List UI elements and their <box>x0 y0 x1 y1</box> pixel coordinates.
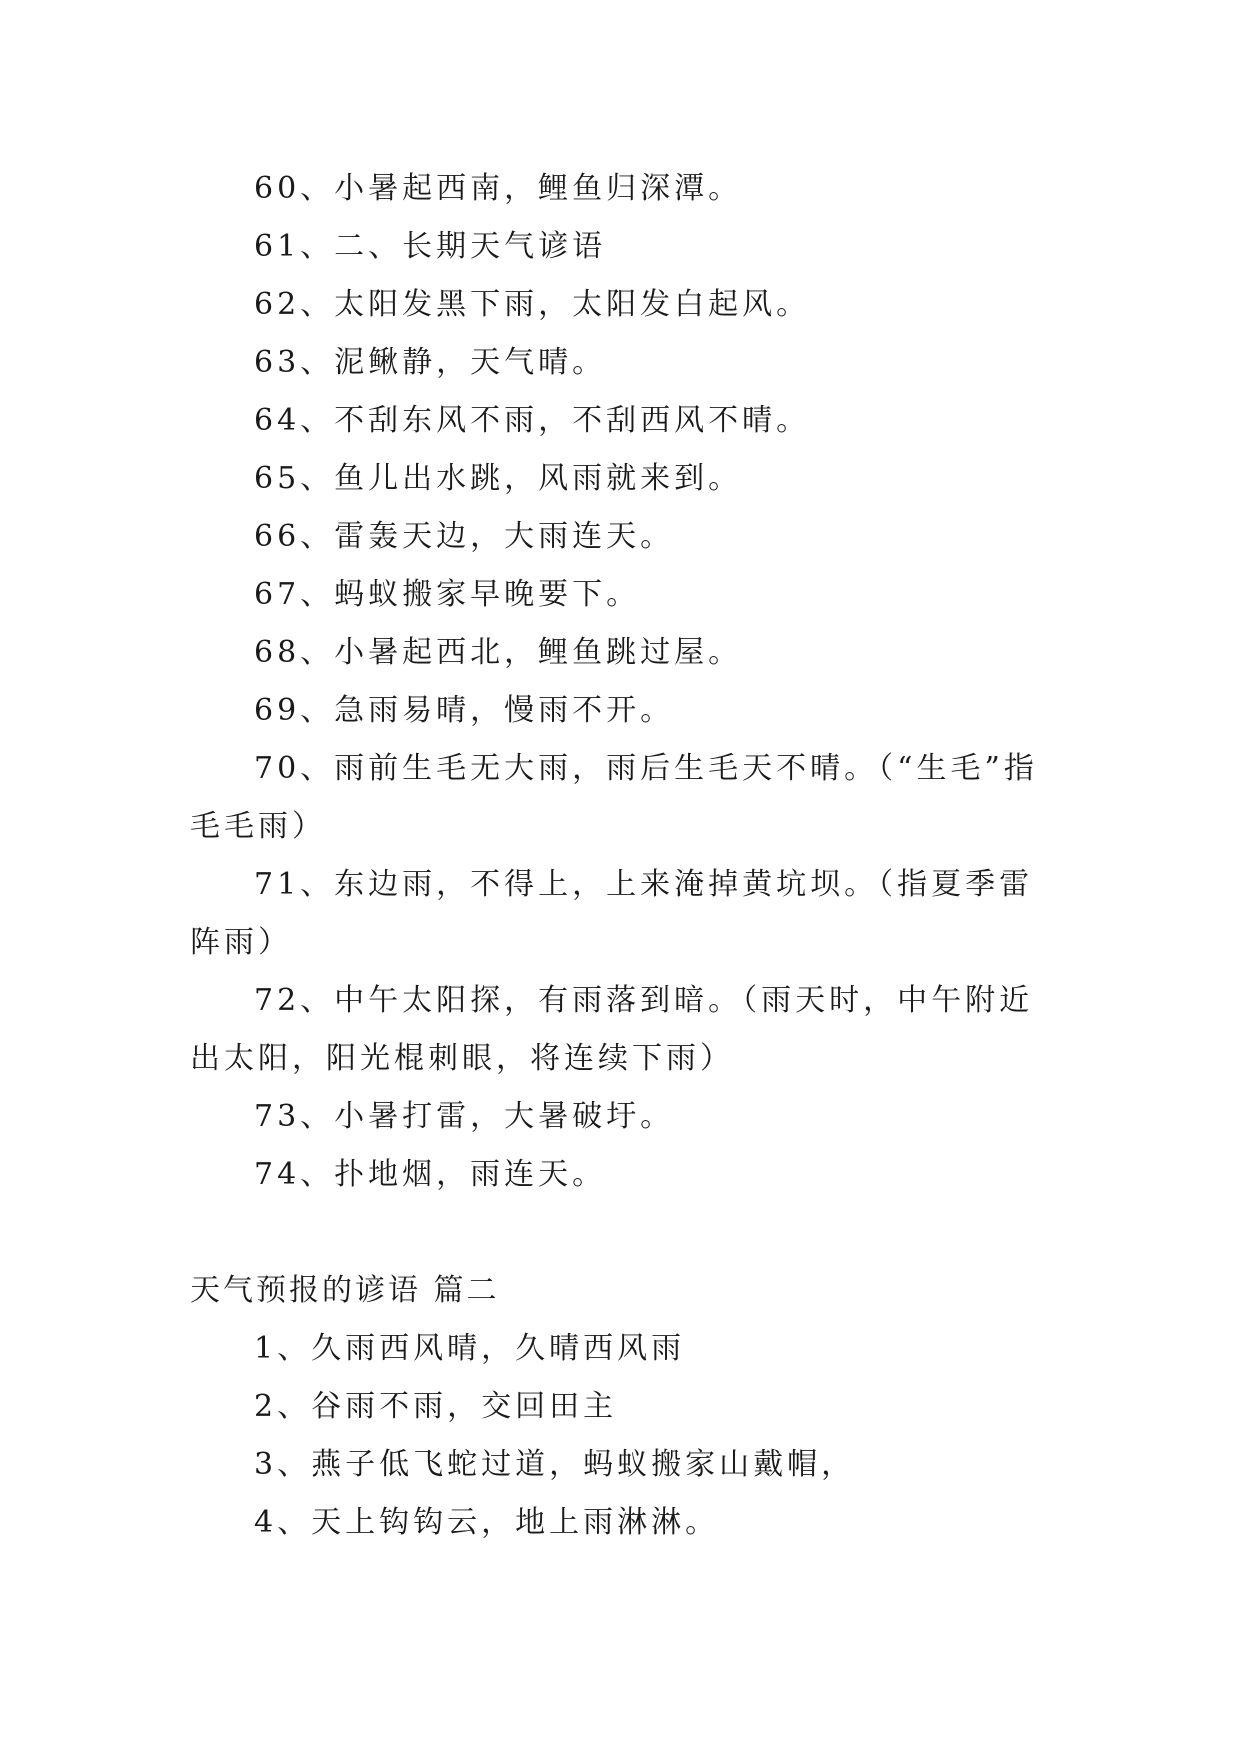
proverb-list-2 <box>190 1320 1050 1552</box>
section-heading: 天气预报的谚语 篇二 <box>190 1273 500 1308</box>
list-item: 74、扑地烟，雨连天。 <box>254 1157 607 1192</box>
proverb-list-1 <box>190 160 1050 1204</box>
list-item: 62、太阳发黑下雨，太阳发白起风。 <box>254 287 811 322</box>
list-item: 1、久雨西风晴，久晴西风雨 <box>254 1331 686 1366</box>
list-item: 66、雷轰天边，大雨连天。 <box>254 519 675 554</box>
list-item: 72、中午太阳探，有雨落到暗。（雨天时，中午附近出太阳，阳光棍刺眼，将连续下雨） <box>190 983 1034 1076</box>
list-item: 60、小暑起西南，鲤鱼归深潭。 <box>254 171 743 206</box>
list-item: 70、雨前生毛无大雨，雨后生毛天不晴。（“生毛”指毛毛雨） <box>190 751 1038 844</box>
list-item: 3、燕子低飞蛇过道，蚂蚁搬家山戴帽， <box>254 1447 856 1482</box>
list-item: 2、谷雨不雨，交回田主 <box>254 1389 618 1424</box>
document-body <box>190 160 1050 1552</box>
list-item: 65、鱼儿出水跳，风雨就来到。 <box>254 461 743 496</box>
list-item: 71、东边雨，不得上，上来淹掉黄坑坝。（指夏季雷阵雨） <box>190 867 1034 960</box>
list-item: 67、蚂蚁搬家早晚要下。 <box>254 577 641 612</box>
list-item: 73、小暑打雷，大暑破圩。 <box>254 1099 675 1134</box>
section-spacer <box>190 1204 1050 1262</box>
list-item: 4、天上钩钩云，地上雨淋淋。 <box>254 1505 720 1540</box>
list-item: 68、小暑起西北，鲤鱼跳过屋。 <box>254 635 743 670</box>
list-item: 64、不刮东风不雨，不刮西风不晴。 <box>254 403 811 438</box>
list-item: 61、二、长期天气谚语 <box>254 229 607 264</box>
list-item: 69、急雨易晴，慢雨不开。 <box>254 693 675 728</box>
list-item: 63、泥鳅静，天气晴。 <box>254 345 607 380</box>
